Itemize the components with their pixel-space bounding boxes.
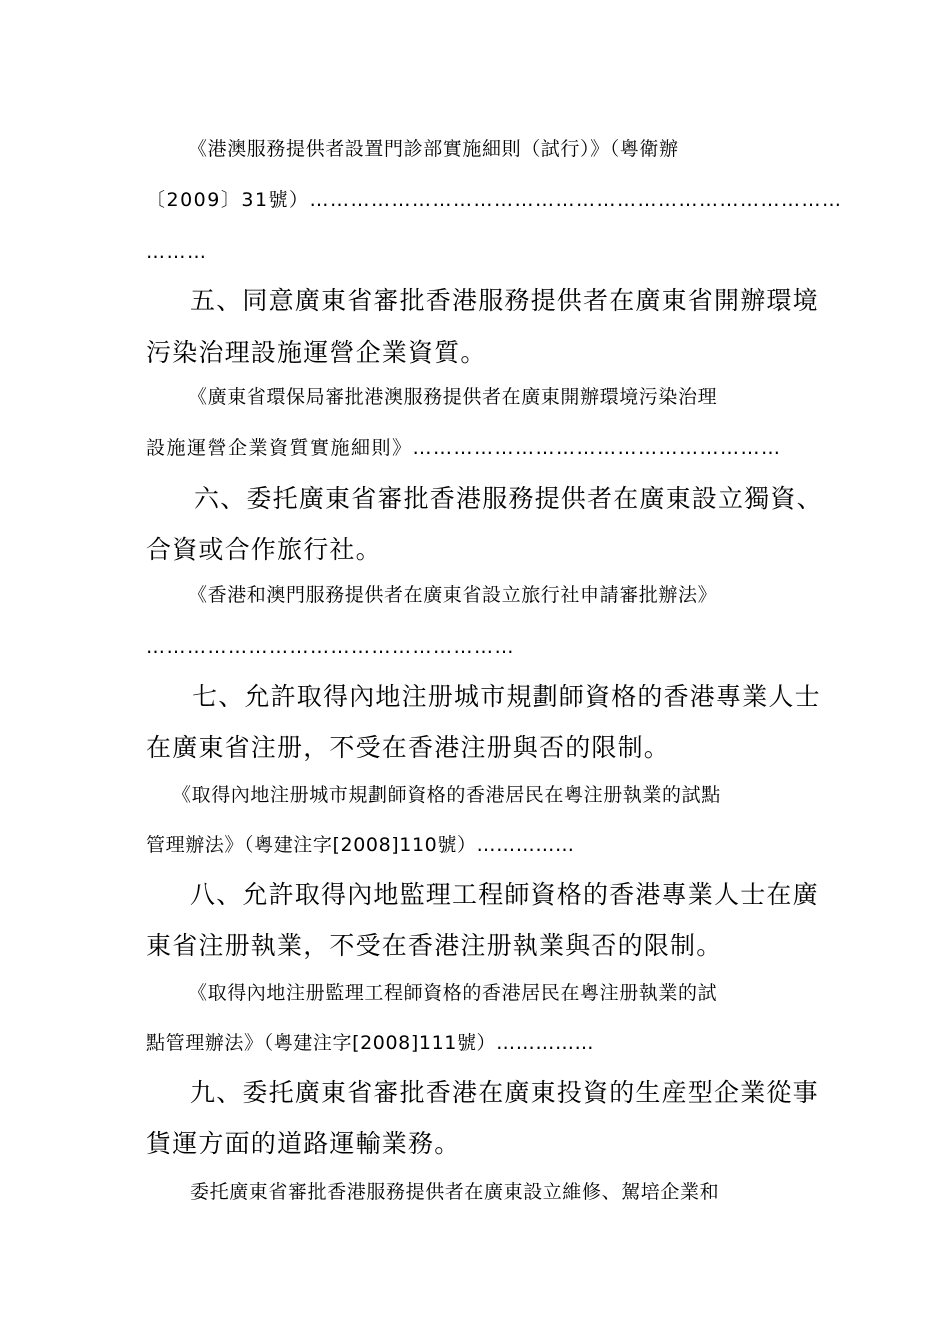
citation-line: 《取得內地注册城市規劃師資格的香港居民在粵注册執業的試點 xyxy=(172,784,721,806)
clause-heading: 東省注册執業，不受在香港注册執業與否的限制。 xyxy=(146,931,723,960)
clause-heading: 六、委托廣東省審批香港服務提供者在廣東設立獨資、 xyxy=(194,484,823,513)
clause-heading: 合資或合作旅行社。 xyxy=(146,535,382,564)
citation-line: 設施運營企業資質實施細則》……………………………………………… xyxy=(146,437,782,459)
citation-line: 管理辦法》（粵建注字[2008]110號）…………… xyxy=(146,834,575,856)
clause-heading: 八、允許取得內地監理工程師資格的香港專業人士在廣 xyxy=(190,880,819,909)
citation-line: ……………………………………………… xyxy=(146,636,515,658)
clause-heading: 五、同意廣東省審批香港服務提供者在廣東省開辦環境 xyxy=(190,286,819,315)
citation-line: 《香港和澳門服務提供者在廣東省設立旅行社申請審批辦法》 xyxy=(188,584,718,606)
citation-line: 《廣東省環保局審批港澳服務提供者在廣東開辦環境污染治理 xyxy=(188,386,718,408)
citation-line: 《港澳服務提供者設置門診部實施細則（試行）》（粵衛辦 xyxy=(188,138,679,160)
citation-line: 〔2009〕31號）…………………………………………………………………… xyxy=(146,189,843,211)
citation-line: 點管理辦法》（粵建注字[2008]111號）…………… xyxy=(146,1032,595,1054)
clause-heading: 七、允許取得內地注册城市規劃師資格的香港專業人士 xyxy=(192,682,821,711)
clause-heading: 貨運方面的道路運輸業務。 xyxy=(146,1129,461,1158)
clause-heading: 在廣東省注册，不受在香港注册與否的限制。 xyxy=(146,733,671,762)
clause-heading: 污染治理設施運營企業資質。 xyxy=(146,338,487,367)
citation-line: ……… xyxy=(146,241,208,263)
citation-line: 《取得內地注册監理工程師資格的香港居民在粵注册執業的試 xyxy=(188,982,718,1004)
body-text-line: 委托廣東省審批香港服務提供者在廣東設立維修、駕培企業和 xyxy=(190,1181,720,1203)
clause-heading: 九、委托廣東省審批香港在廣東投資的生産型企業從事 xyxy=(190,1078,819,1107)
